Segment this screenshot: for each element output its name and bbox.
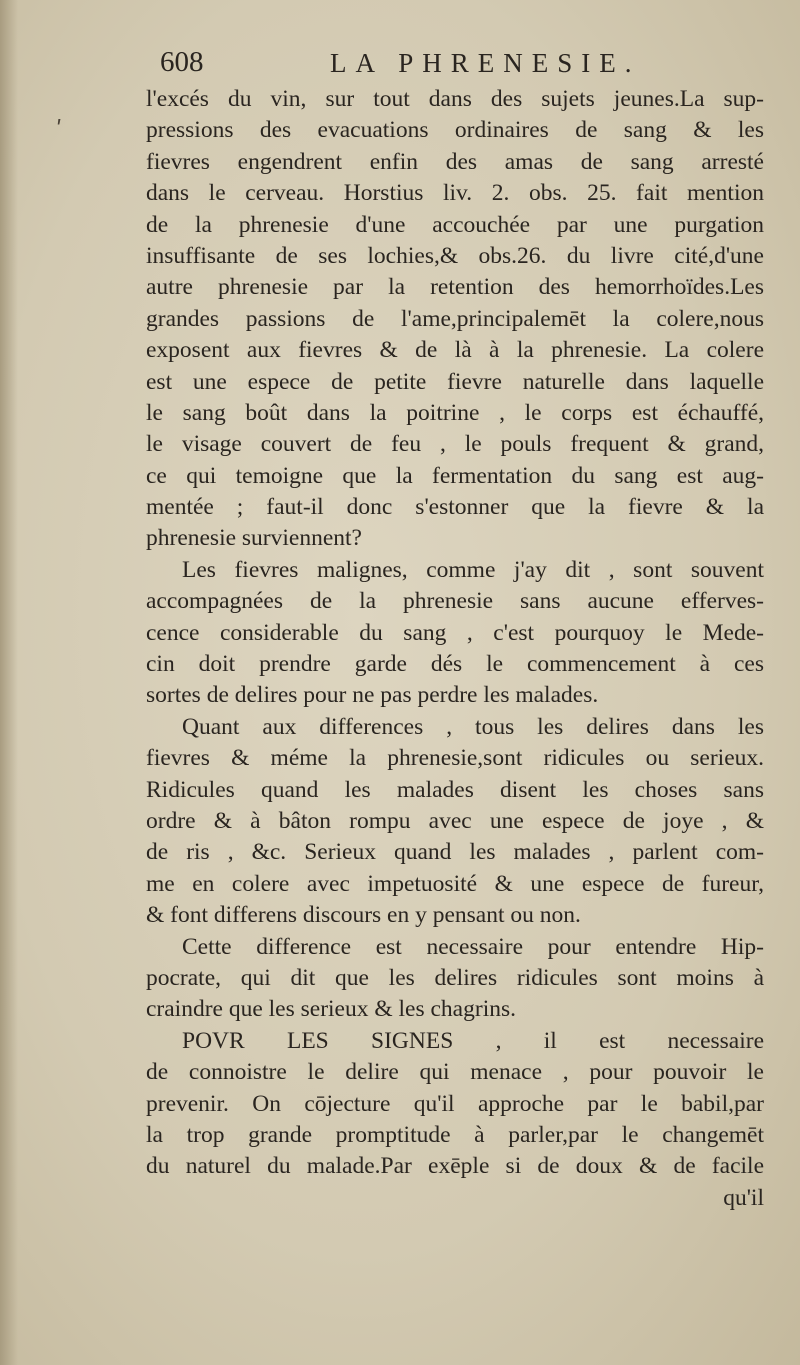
text-line: Les fievres malignes, comme j'ay dit , sont souvent	[182, 556, 764, 583]
catchword: qu'il	[723, 1184, 764, 1211]
text-line: l'excés du vin, sur tout dans des sujets jeunes.La sup-	[146, 86, 764, 112]
text-line: exposent aux fievres & de là à la phrenesie. La colere	[146, 337, 764, 364]
text-line: le sang boût dans la poitrine , le corps est échauffé,	[146, 399, 764, 426]
text-line: de connoistre le delire qui menace , pour pouvoir le	[146, 1059, 764, 1086]
text-line: me en colere avec impetuosité & une espece de fureur,	[146, 870, 764, 897]
text-line: pressions des evacuations ordinaires de sang & les	[146, 117, 764, 144]
text-line: sortes de delires pour ne pas perdre les malades.	[146, 682, 599, 709]
text-line: cin doit prendre garde dés le commencement à ces	[146, 651, 764, 678]
text-line: grandes passions de l'ame,principalemēt la colere,nous	[146, 305, 764, 332]
text-line: prevenir. On cōjecture qu'il approche par le babil,par	[146, 1090, 764, 1117]
text-line: fievres & méme la phrenesie,sont ridicules ou serieux.	[146, 745, 764, 772]
text-line: craindre que les serieux & les chagrins.	[146, 996, 516, 1023]
text-line: est une espece de petite fievre naturelle dans laquelle	[146, 368, 764, 395]
text-line: POVR LES SIGNES , il est necessaire	[182, 1027, 764, 1054]
text-line: insuffisante de ses lochies,& obs.26. du livre cité,d'une	[146, 242, 764, 269]
text-line: ordre & à bâton rompu avec une espece de joye , &	[146, 807, 764, 834]
text-line: de la phrenesie d'une accouchée par une purgation	[146, 211, 764, 238]
text-line: phrenesie surviennent?	[146, 525, 362, 552]
text-line: mentée ; faut-il donc s'estonner que la fievre & la	[146, 494, 764, 521]
text-line: autre phrenesie par la retention des hemorrhoïdes.Les	[146, 274, 764, 301]
text-line: accompagnées de la phrenesie sans aucune efferves-	[146, 588, 764, 615]
text-line: Quant aux differences , tous les delires dans les	[182, 713, 764, 740]
text-line: Cette difference est necessaire pour entendre Hip-	[182, 933, 764, 960]
text-line: pocrate, qui dit que les delires ridicules sont moins à	[146, 964, 764, 991]
text-line: de ris , &c. Serieux quand les malades , parlent com-	[146, 839, 764, 866]
body-text	[146, 84, 764, 1214]
ink-mark: ʹ	[56, 118, 63, 143]
text-line: du naturel du malade.Par exēple si de doux & de facile	[146, 1153, 764, 1180]
text-line: Ridicules quand les malades disent les choses sans	[146, 776, 764, 803]
text-line: & font differens discours en y pensant ou non.	[146, 902, 581, 929]
running-title: LA PHRENESIE.	[330, 48, 641, 78]
page-number: 608	[160, 46, 204, 78]
text-line: le visage couvert de feu , le pouls frequent & grand,	[146, 431, 764, 458]
binding-shadow	[0, 0, 18, 1365]
text-line: dans le cerveau. Horstius liv. 2. obs. 25. fait mention	[146, 180, 764, 207]
text-line: cence considerable du sang , c'est pourquoy le Mede-	[146, 619, 764, 646]
text-line: fievres engendrent enfin des amas de sang arresté	[146, 148, 764, 175]
page-header	[160, 46, 660, 84]
text-line: la trop grande promptitude à parler,par le changemēt	[146, 1121, 764, 1148]
text-line: ce qui temoigne que la fermentation du sang est aug-	[146, 462, 764, 489]
